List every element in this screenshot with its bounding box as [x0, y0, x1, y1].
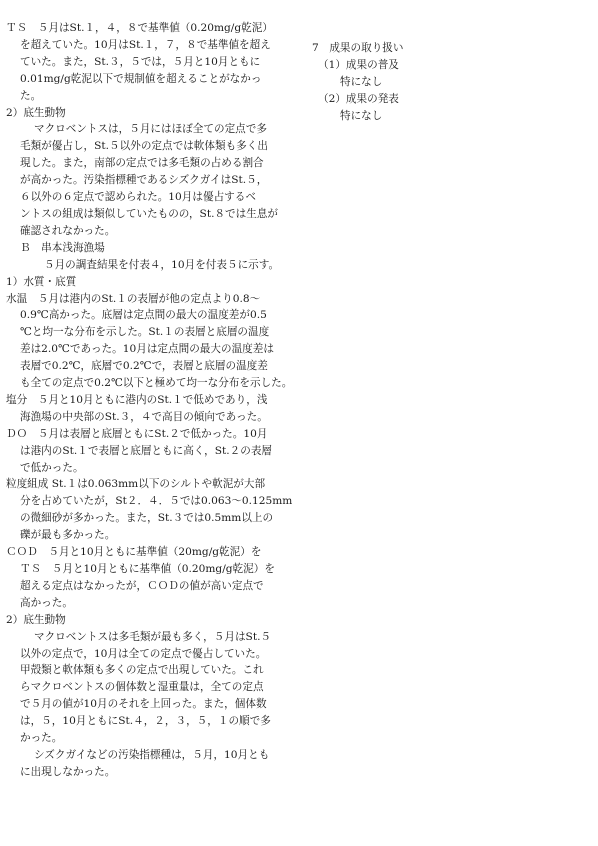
- text-line: 確認されなかった。: [20, 224, 116, 237]
- text-line: マクロベントスは多毛類が最も多く，５月はSt.５: [34, 630, 272, 643]
- text-line: シズクガイなどの汚染指標種は，５月，10月とも: [34, 748, 270, 761]
- text-line: 特になし: [340, 110, 383, 122]
- text-line: 分を占めていたが，St２．４．５では0.063～0.125mm: [20, 495, 293, 508]
- text-line: で低かった。: [20, 461, 84, 474]
- text-line: 0.01mg/g乾泥以下で規制値を超えることがなかっ: [20, 72, 262, 85]
- text-line: 海漁場の中央部のSt.３，４で高目の傾向であった。: [20, 410, 268, 423]
- text-line: 2）底生動物: [6, 613, 66, 626]
- right-text-column: [302, 40, 442, 125]
- text-line: も全ての定点で0.2℃以下と極めて均一な分布を示した。: [20, 377, 293, 390]
- text-line: 特になし: [340, 76, 383, 88]
- text-line: ントスの組成は類似していたものの，St.８では生息が: [20, 207, 279, 220]
- text-line: で５月の値が10月のそれを上回った。また，個体数: [20, 698, 267, 711]
- text-line: ＴＳ ５月と10月ともに基準値（0.20mg/g乾泥）を: [20, 563, 275, 575]
- text-line: の微細砂が多かった。また，St.３では0.5mm以上の: [20, 512, 274, 525]
- text-line: は港内のSt.１で表層と底層ともに高く，St.２の表層: [20, 444, 273, 457]
- text-line: 2）底生動物: [6, 106, 66, 119]
- text-line: 水温 ５月は港内のSt.１の表層が他の定点より0.8～: [6, 292, 261, 305]
- text-line: 以外の定点で，10月は全ての定点で優占していた。: [20, 647, 267, 660]
- text-line: ＴＳ ５月はSt.１，４，８で基準値（0.20mg/g乾泥）: [6, 22, 273, 34]
- text-line: は，５，10月ともにSt.４，２，３，５，１の順で多: [20, 715, 271, 728]
- text-line: 0.9℃高かった。底層は定点間の最大の温度差が0.5: [20, 309, 267, 322]
- text-line: Ｂ 串本浅海漁場: [20, 241, 105, 254]
- text-line: 1）水質・底質: [6, 275, 77, 288]
- text-line: ６以外の６定点で認められた。10月は優占するベ: [20, 191, 256, 204]
- text-line: 高かった。: [20, 596, 73, 609]
- text-line: に出現しなかった。: [20, 765, 116, 778]
- left-text-column: [6, 20, 293, 781]
- text-line: 差は2.0℃であった。10月は定点間の最大の温度差は: [20, 343, 274, 356]
- text-line: かった。: [20, 732, 63, 745]
- text-line: が高かった。汚染指標種であるシズクガイはSt.５，: [20, 174, 268, 187]
- text-line: 7 成果の取り扱い: [312, 42, 404, 54]
- text-line: 表層で0.2℃，底層で0.2℃で，表層と底層の温度差: [20, 360, 268, 373]
- text-line: 超える定点はなかったが，ＣＯＤの値が高い定点で: [20, 579, 264, 592]
- text-line: らマクロベントスの個体数と湿重量は，全ての定点: [20, 681, 264, 694]
- text-line: マクロベントスは，５月にはほぼ全ての定点で多: [34, 123, 267, 136]
- text-line: 毛類が優占し，St.５以外の定点では軟体類も多く出: [20, 140, 268, 153]
- text-line: （1）成果の普及: [318, 59, 399, 71]
- text-line: ５月の調査結果を付表４，10月を付表５に示す。: [44, 258, 280, 271]
- text-line: 塩分 ５月と10月ともに港内のSt.１で低めであり，浅: [6, 393, 268, 406]
- text-line: ＤＯ ５月は表層と底層ともにSt.２で低かった。10月: [6, 427, 268, 440]
- text-line: を超えていた。10月はSt.１，７，８で基準値を超え: [20, 38, 271, 51]
- text-line: 甲殻類と軟体類も多くの定点で出現していた。これ: [20, 664, 264, 677]
- text-line: （2）成果の発表: [318, 93, 399, 105]
- text-line: 礫が最も多かった。: [20, 529, 116, 542]
- text-line: 粒度組成 St.１は0.063mm以下のシルトや軟泥が大部: [6, 478, 266, 491]
- text-line: ＣＯＤ ５月と10月ともに基準値（20mg/g乾泥）を: [6, 546, 262, 559]
- text-line: た。: [20, 89, 42, 102]
- text-line: 現した。また，南部の定点では多毛類の占める割合: [20, 157, 264, 170]
- text-line: ℃と均一な分布を示した。St.１の表層と底層の温度: [20, 326, 270, 339]
- text-line: ていた。また，St.３，５では，５月と10月ともに: [20, 55, 261, 68]
